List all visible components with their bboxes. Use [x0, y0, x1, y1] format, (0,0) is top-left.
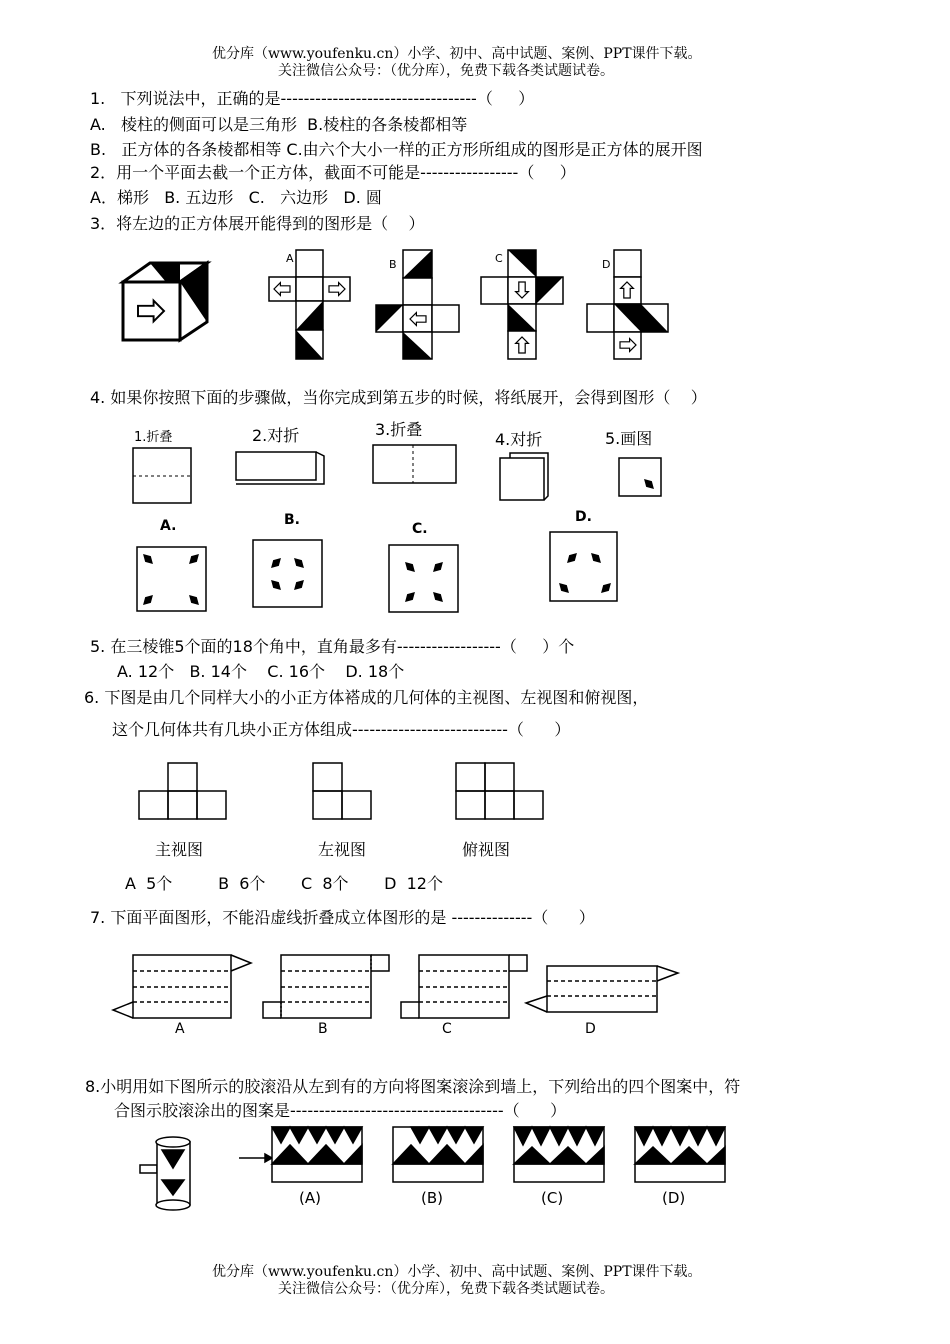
- q3-stem: 3．将左边的正方体展开能得到的图形是（ ）: [90, 214, 425, 233]
- q7-labels: [175, 1021, 596, 1037]
- q8-label-d: (D): [662, 1189, 686, 1207]
- q4-step-1: 1.折叠: [134, 430, 173, 445]
- q4-options: [137, 509, 617, 612]
- q3-label-d: D: [602, 258, 611, 271]
- q3-label-b: B: [389, 258, 397, 271]
- q8-stem-1: 8.小明用如下图所示的胶滚沿从左到有的方向将图案滚涂到墙上，下列给出的四个图案中，符: [85, 1077, 741, 1096]
- q4-label-d: D.: [575, 509, 592, 525]
- q3-net-a: [269, 250, 350, 359]
- q4-step-4: 4.对折: [495, 430, 543, 449]
- q6-stem-2: 这个几何体共有几块小正方体组成---------------------------（ ）: [112, 720, 571, 739]
- q4-label-a: A.: [160, 518, 177, 534]
- q4-label-c: C.: [412, 521, 428, 537]
- header-line-2: 关注微信公众号：（优分库），免费下载各类试题试卷。: [278, 63, 614, 79]
- q7-figures: [113, 955, 678, 1018]
- q8-roller-figure: [140, 1137, 272, 1210]
- q8-label-c: (C): [541, 1189, 564, 1207]
- q8-labels: [299, 1189, 685, 1207]
- q7-label-b: B: [318, 1021, 328, 1037]
- q8-label-a: (A): [299, 1189, 321, 1207]
- q7-stem: 7. 下面平面图形，不能沿虚线折叠成立体图形的是 --------------（ ）: [90, 908, 595, 927]
- q4-stem: 4. 如果你按照下面的步骤做，当你完成到第五步的时候，将纸展开，会得到图形（ ）: [90, 388, 707, 407]
- q8-label-b: (B): [421, 1189, 443, 1207]
- q6-options: A 5个 B 6个 C 8个 D 12个: [125, 874, 443, 893]
- q2-stem: 2．用一个平面去截一个正方体，截面不可能是-----------------（ ）: [90, 163, 576, 182]
- q3-label-c: C: [495, 252, 503, 265]
- q5-options: A. 12个 B. 14个 C. 16个 D. 18个: [117, 662, 405, 681]
- q3-net-b: [376, 250, 459, 359]
- q5-stem: 5. 在三棱锥5个面的18个角中，直角最多有------------------（ ）个: [90, 637, 575, 656]
- q3-cube-figure: [123, 263, 207, 340]
- q3-net-d: [587, 250, 668, 359]
- q8-stem-2: 合图示胶滚涂出的图案是-------------------------------------（ ）: [114, 1101, 567, 1120]
- q4-label-b: B.: [284, 512, 300, 528]
- q2-options: A．梯形 B. 五边形 C. 六边形 D. 圆: [90, 188, 382, 207]
- q1-option-b: B. 正方体的各条棱都相等 C.由六个大小一样的正方形所组成的图形是正方体的展开图: [90, 140, 703, 159]
- footer-line-1: 优分库（www.youfenku.cn）小学、初中、高中试题、案例、PPT课件下载。: [212, 1264, 702, 1280]
- q6-view-front: 主视图: [155, 840, 204, 859]
- q4-step-5: 5.画图: [605, 429, 653, 448]
- q4-step-3: 3.折叠: [375, 420, 423, 439]
- q4-steps: [133, 420, 661, 503]
- q6-views: [139, 763, 543, 819]
- q7-label-a: A: [175, 1021, 185, 1037]
- q4-step-2: 2.对折: [252, 426, 300, 445]
- q6-view-left: 左视图: [318, 840, 367, 859]
- q6-view-top: 俯视图: [462, 840, 511, 859]
- q7-label-d: D: [585, 1021, 596, 1037]
- q3-label-a: A: [286, 252, 294, 265]
- q1-stem: 1. 下列说法中，正确的是----------------------------------（ ）: [90, 89, 535, 108]
- q8-patterns: [272, 1127, 725, 1182]
- q6-stem-1: 6. 下图是由几个同样大小的小正方体褡成的几何体的主视图、左视图和俯视图，: [84, 688, 649, 707]
- header-line-1: 优分库（www.youfenku.cn）小学、初中、高中试题、案例、PPT课件下载。: [212, 46, 702, 62]
- q3-net-c: [481, 250, 563, 359]
- q1-option-a: A. 棱柱的侧面可以是三角形 B.棱柱的各条棱都相等: [90, 115, 468, 134]
- footer-line-2: 关注微信公众号：（优分库），免费下载各类试题试卷。: [278, 1281, 614, 1297]
- q7-label-c: C: [442, 1021, 452, 1037]
